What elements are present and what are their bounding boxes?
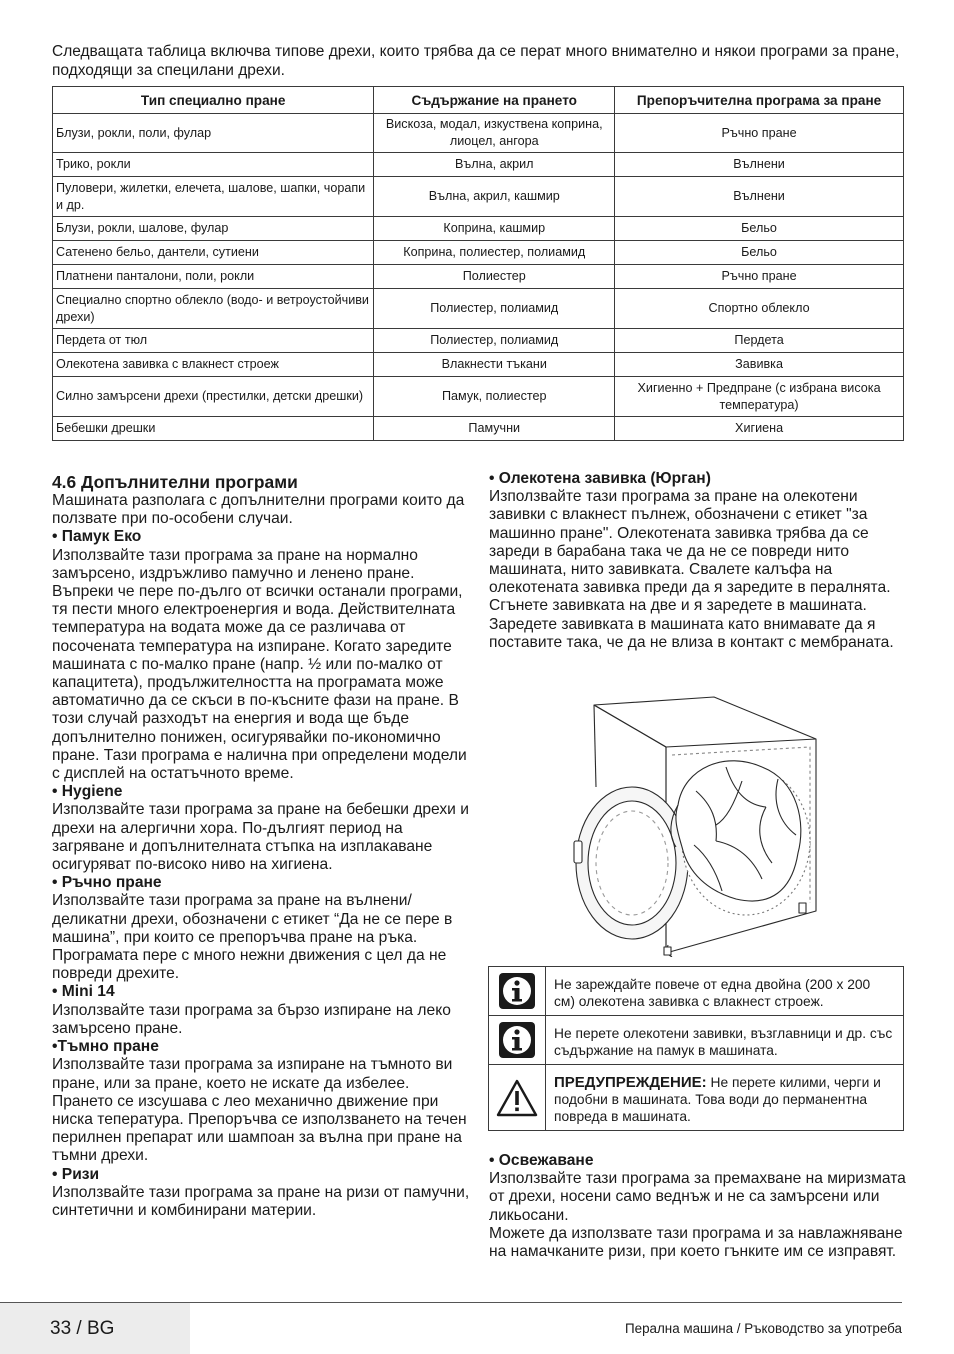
right-column-top xyxy=(489,470,907,652)
table-cell: Вълна, акрил, кашмир xyxy=(374,177,615,217)
table-cell: Ръчно пране xyxy=(615,265,904,289)
table-cell: Завивка xyxy=(615,353,904,377)
program-heading: •Тъмно пране xyxy=(52,1038,159,1056)
table-row xyxy=(53,353,904,377)
table-cell: Бельо xyxy=(615,241,904,265)
table-cell: Вълнени xyxy=(615,177,904,217)
program-heading: • Олекотена завивка (Юрган) xyxy=(489,470,711,487)
table-cell: Пердета от тюл xyxy=(53,329,374,353)
program-heading: • Памук Еко xyxy=(52,528,142,546)
program-heading: • Hygiene xyxy=(52,783,123,801)
table-row xyxy=(53,114,904,153)
warning-note xyxy=(489,1065,903,1130)
table-row xyxy=(53,241,904,265)
note-text: Не перете олекотени завивки, възглавници и др. със съдържание на памук в машината. xyxy=(554,1026,893,1058)
table-cell: Памучни xyxy=(374,417,615,441)
program-heading: • Ръчно пране xyxy=(52,874,162,892)
program-description-extra: Можете да използвате тази програма и за навлажняване на намачканите ризи, при което гънките им се изправят. xyxy=(489,1224,903,1261)
program-description: Използвайте тази програма за пране на олекотени завивки с влакнест пълнеж, обозначени с етикет "за машинно пране". Олекотената завивка трябва да се зареди в барабана така че да не се повреди нито машината, нито завивката. Свалете калъфа на олекотената завивка преди да я заредите в пералнята. Сгънете завивката на две и я заредете в машината. Заредете завивката в машината като внимавате да я поставите така, че да не влиза в контакт с мембраната. xyxy=(489,488,894,651)
warning-label: ПРЕДУПРЕЖДЕНИЕ: xyxy=(554,1074,707,1091)
table-row xyxy=(53,153,904,177)
table-cell: Ръчно пране xyxy=(615,114,904,153)
table-cell: Трико, рокли xyxy=(53,153,374,177)
table-cell: Олекотена завивка с влакнест строеж xyxy=(53,353,374,377)
table-row xyxy=(53,377,904,417)
table-cell: Полиестер, полиамид xyxy=(374,289,615,329)
table-row xyxy=(53,177,904,217)
table-cell: Платнени панталони, поли, рокли xyxy=(53,265,374,289)
table-cell: Вълна, акрил xyxy=(374,153,615,177)
table-cell: Бебешки дрешки xyxy=(53,417,374,441)
table-cell: Блузи, рокли, шалове, фулар xyxy=(53,217,374,241)
table-cell: Блузи, рокли, поли, фулар xyxy=(53,114,374,153)
table-row xyxy=(53,265,904,289)
notes-box xyxy=(488,966,904,1131)
note-text xyxy=(546,1065,903,1130)
special-laundry-table xyxy=(52,86,904,441)
program-description: Използвайте тази програма за пране на ризи от памучни, синтетични и комбинирани материи. xyxy=(52,1183,470,1219)
table-cell: Влакнести тъкани xyxy=(374,353,615,377)
table-cell: Хигиена xyxy=(615,417,904,441)
table-header-row xyxy=(53,87,904,114)
table-cell: Спортно облекло xyxy=(615,289,904,329)
info-icon xyxy=(489,967,546,1015)
table-cell: Вискоза, модал, изкуствена коприна, лиоцел, ангора xyxy=(374,114,615,153)
program-description: Използвайте тази програма за пране на нормално замърсено, издръжливо памучно и ленено пране. Въпреки че пере по-дълго от всички останали програми, тя пести много електроенергия и вода. Действителната температура на водата може да се различава от посочената температура на изпиране. Когато заредите машината с по-малко пране (напр. ½ или по-малко от капацитета), продължителността на програмата може автоматично да се скъси в по-късните фази на пране. В този случай разходът на енергия и вода ще бъде допълнително понижен, осигурявайки по-икономично пране. Тази програма е налична при определени модели с дисплей на остатъчното време. xyxy=(52,546,467,783)
column-header: Препоръчителна програма за пране xyxy=(615,87,904,114)
note-text: Не зареждайте повече от една двойна (200 x 200 см) олекотена завивка с влакнест строеж. xyxy=(554,977,871,1009)
table-cell: Памук, полиестер xyxy=(374,377,615,417)
footer-title: Перална машина / Ръководство за употреба xyxy=(625,1321,902,1336)
program-heading: • Mini 14 xyxy=(52,983,115,1001)
table-cell: Полиестер xyxy=(374,265,615,289)
table-row xyxy=(53,289,904,329)
table-cell: Хигиенно + Предпране (с избрана висока температура) xyxy=(615,377,904,417)
table-row xyxy=(53,329,904,353)
table-row xyxy=(53,217,904,241)
table-cell: Сатенено бельо, дантели, сутиени xyxy=(53,241,374,265)
left-column xyxy=(52,472,472,1220)
column-header: Съдържание на прането xyxy=(374,87,615,114)
program-description: Използвайте тази програма за бързо изпиране на леко замърсено пране. xyxy=(52,1001,451,1037)
right-column-bottom xyxy=(489,1152,907,1261)
program-heading: • Ризи xyxy=(52,1165,100,1183)
warning-text: Не перете килими, черги и подобни в машината. Това води до перманентна повреда в машината. xyxy=(554,1075,881,1124)
column-header: Тип специално пране xyxy=(53,87,374,114)
page-number: 33 / BG xyxy=(50,1318,115,1339)
intro-text: Следващата таблица включва типове дрехи, които трябва да се перат много внимателно и някои програми за пране, подходящи за специлани дрехи. xyxy=(52,43,900,79)
table-cell: Пуловери, жилетки, елечета, шалове, шапки, чорапи и др. xyxy=(53,177,374,217)
program-description: Използвайте тази програма за пране на вълнени/деликатни дрехи, обозначени с етикет “Да не се пере в машина”, при които се препоръчва пране на ръка. Програмата пере с много нежни движения с цел да не повреди дрехите. xyxy=(52,892,453,983)
table-cell: Специално спортно облекло (водо- и ветроустойчиви дрехи) xyxy=(53,289,374,329)
table-cell: Коприна, полиестер, полиамид xyxy=(374,241,615,265)
section-intro: Машината разполага с допълнителни програми които да ползвате при по-особени случаи. xyxy=(52,492,465,528)
table-row xyxy=(53,417,904,441)
table-cell: Силно замърсени дрехи (престилки, детски дрешки) xyxy=(53,377,374,417)
info-note xyxy=(489,1016,903,1065)
program-description: Използвайте тази програма за премахване на миризмата от дрехи, носени само веднъж и не са замърсени или ликьосани. xyxy=(489,1170,906,1224)
program-description: Използвайте тази програма за пране на бебешки дрехи и дрехи на алергични хора. По-дългият период на загряване и допълнителната стъпка на изплакаване осигуряват по-високо ниво на хигиена. xyxy=(52,801,469,874)
table-cell: Вълнени xyxy=(615,153,904,177)
duvet-washing-machine-illustration xyxy=(566,695,838,957)
section-title: 4.6 Допълнителни програми xyxy=(52,472,298,492)
program-description: Използвайте тази програма за изпиране на тъмното ви пране, или за пране, което не искате да избелее. Прането се изсушава с лео механично движение при ниска тепература. Препоръчва се използването на течен перилнен препарат или шампоан за вълна при пране на тъмни дрехи. xyxy=(52,1056,467,1165)
warning-icon xyxy=(489,1065,546,1130)
table-cell: Полиестер, полиамид xyxy=(374,329,615,353)
program-heading: • Освежаване xyxy=(489,1152,594,1169)
info-note xyxy=(489,967,903,1016)
table-cell: Пердета xyxy=(615,329,904,353)
table-cell: Бельо xyxy=(615,217,904,241)
table-cell: Коприна, кашмир xyxy=(374,217,615,241)
info-icon xyxy=(489,1016,546,1064)
